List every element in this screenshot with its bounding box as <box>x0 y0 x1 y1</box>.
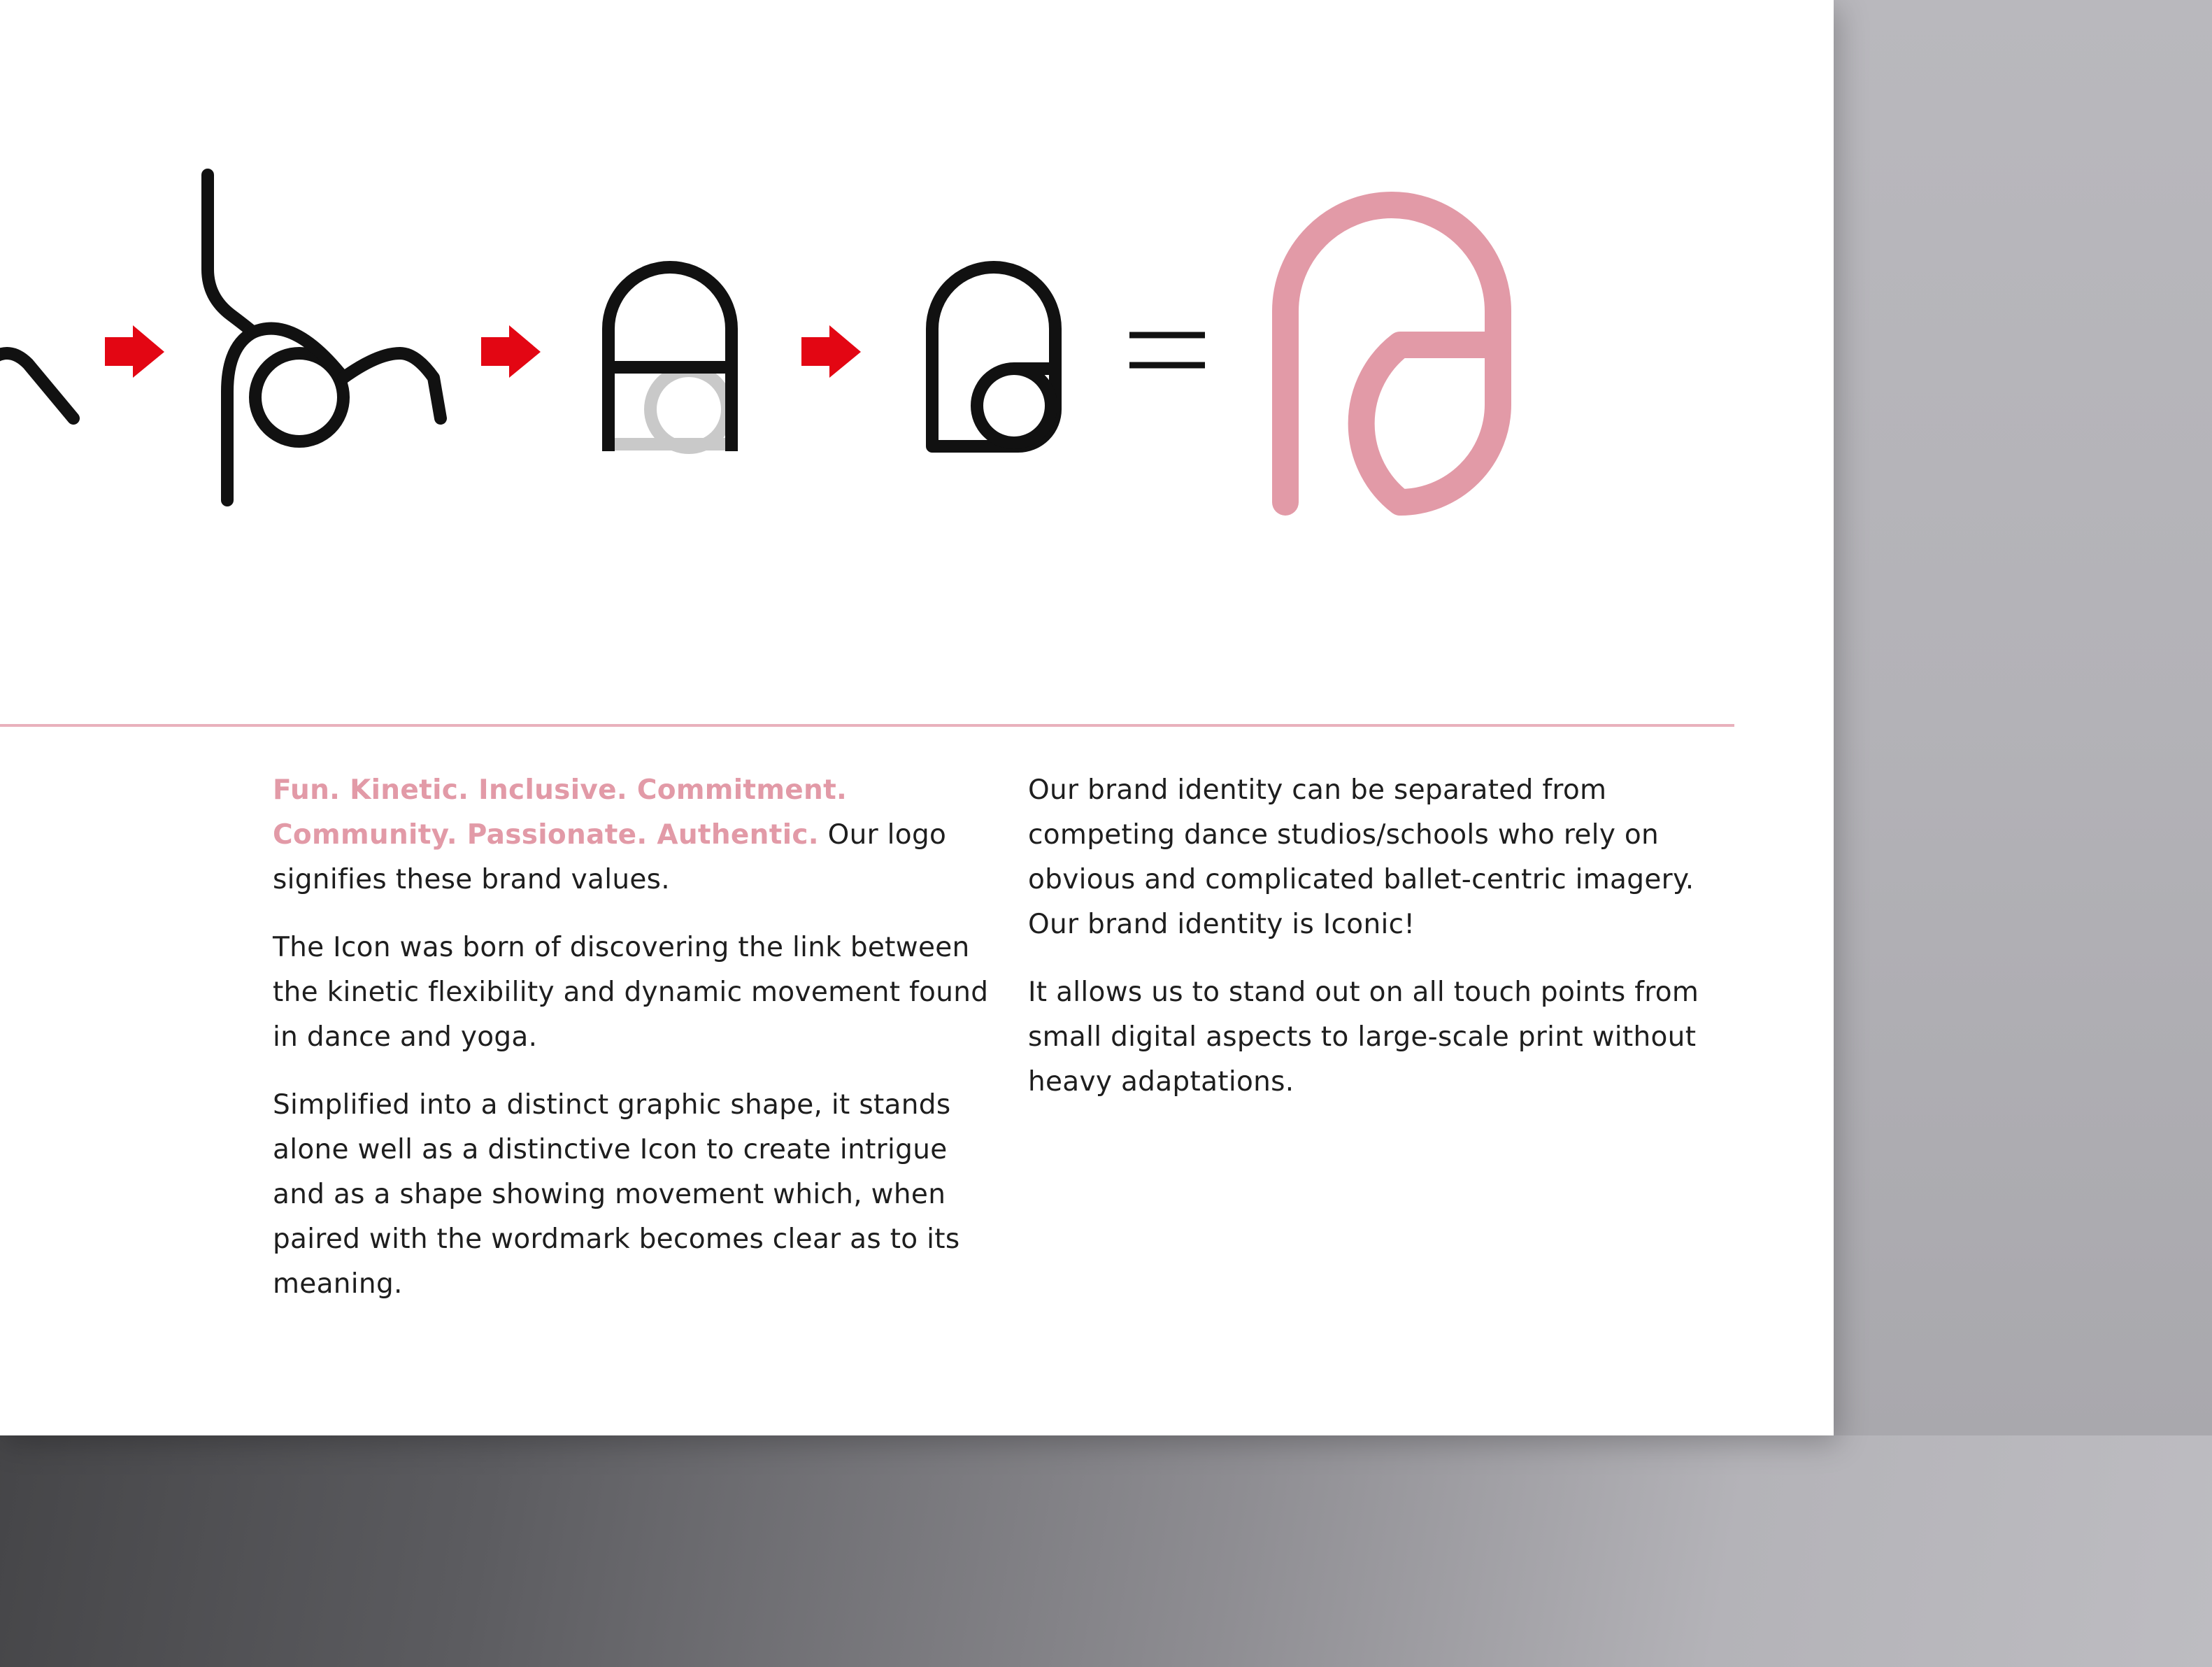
brand-values-paragraph <box>273 768 993 902</box>
a-letterform-glyph <box>608 267 732 451</box>
brand-icon <box>1285 205 1498 502</box>
logo-evolution-diagram <box>0 0 1834 630</box>
brand-values-accent: Fun. Kinetic. Inclusive. Commitment. Community. Passionate. Authentic. <box>273 774 848 851</box>
right-text-column <box>1028 768 1741 1128</box>
brand-values-rest: Our logo signifies these brand values. <box>273 819 947 895</box>
backdrop <box>1832 0 2212 1435</box>
identity-paragraph: Our brand identity can be separated from competing dance studios/schools who rely on obvious and complicated ballet-centric imagery. Our brand identity is Iconic! <box>1028 774 1694 940</box>
arrow-right-icon <box>481 325 541 378</box>
combined-glyph <box>208 175 441 500</box>
yoga-pose-glyph <box>0 353 73 418</box>
icon-shape-paragraph: Simplified into a distinct graphic shape, it stands alone well as a distinctive Icon to create intrigue and as a shape showing movement which, when paired with the wordmark becomes clear as to its meaning. <box>273 1089 960 1300</box>
merged-letterform-glyph <box>932 267 1055 446</box>
left-text-column <box>273 768 993 1330</box>
arrow-right-icon <box>801 325 861 378</box>
icon-origin-paragraph: The Icon was born of discovering the link between the kinetic flexibility and dynamic movement found in dance and yoga. <box>273 932 989 1053</box>
section-divider <box>0 724 1734 727</box>
touch-points-paragraph: It allows us to stand out on all touch points from small digital aspects to large-scale print without heavy adaptations. <box>1028 977 1699 1098</box>
arrow-right-icon <box>105 325 164 378</box>
equals-sign <box>1129 335 1205 365</box>
